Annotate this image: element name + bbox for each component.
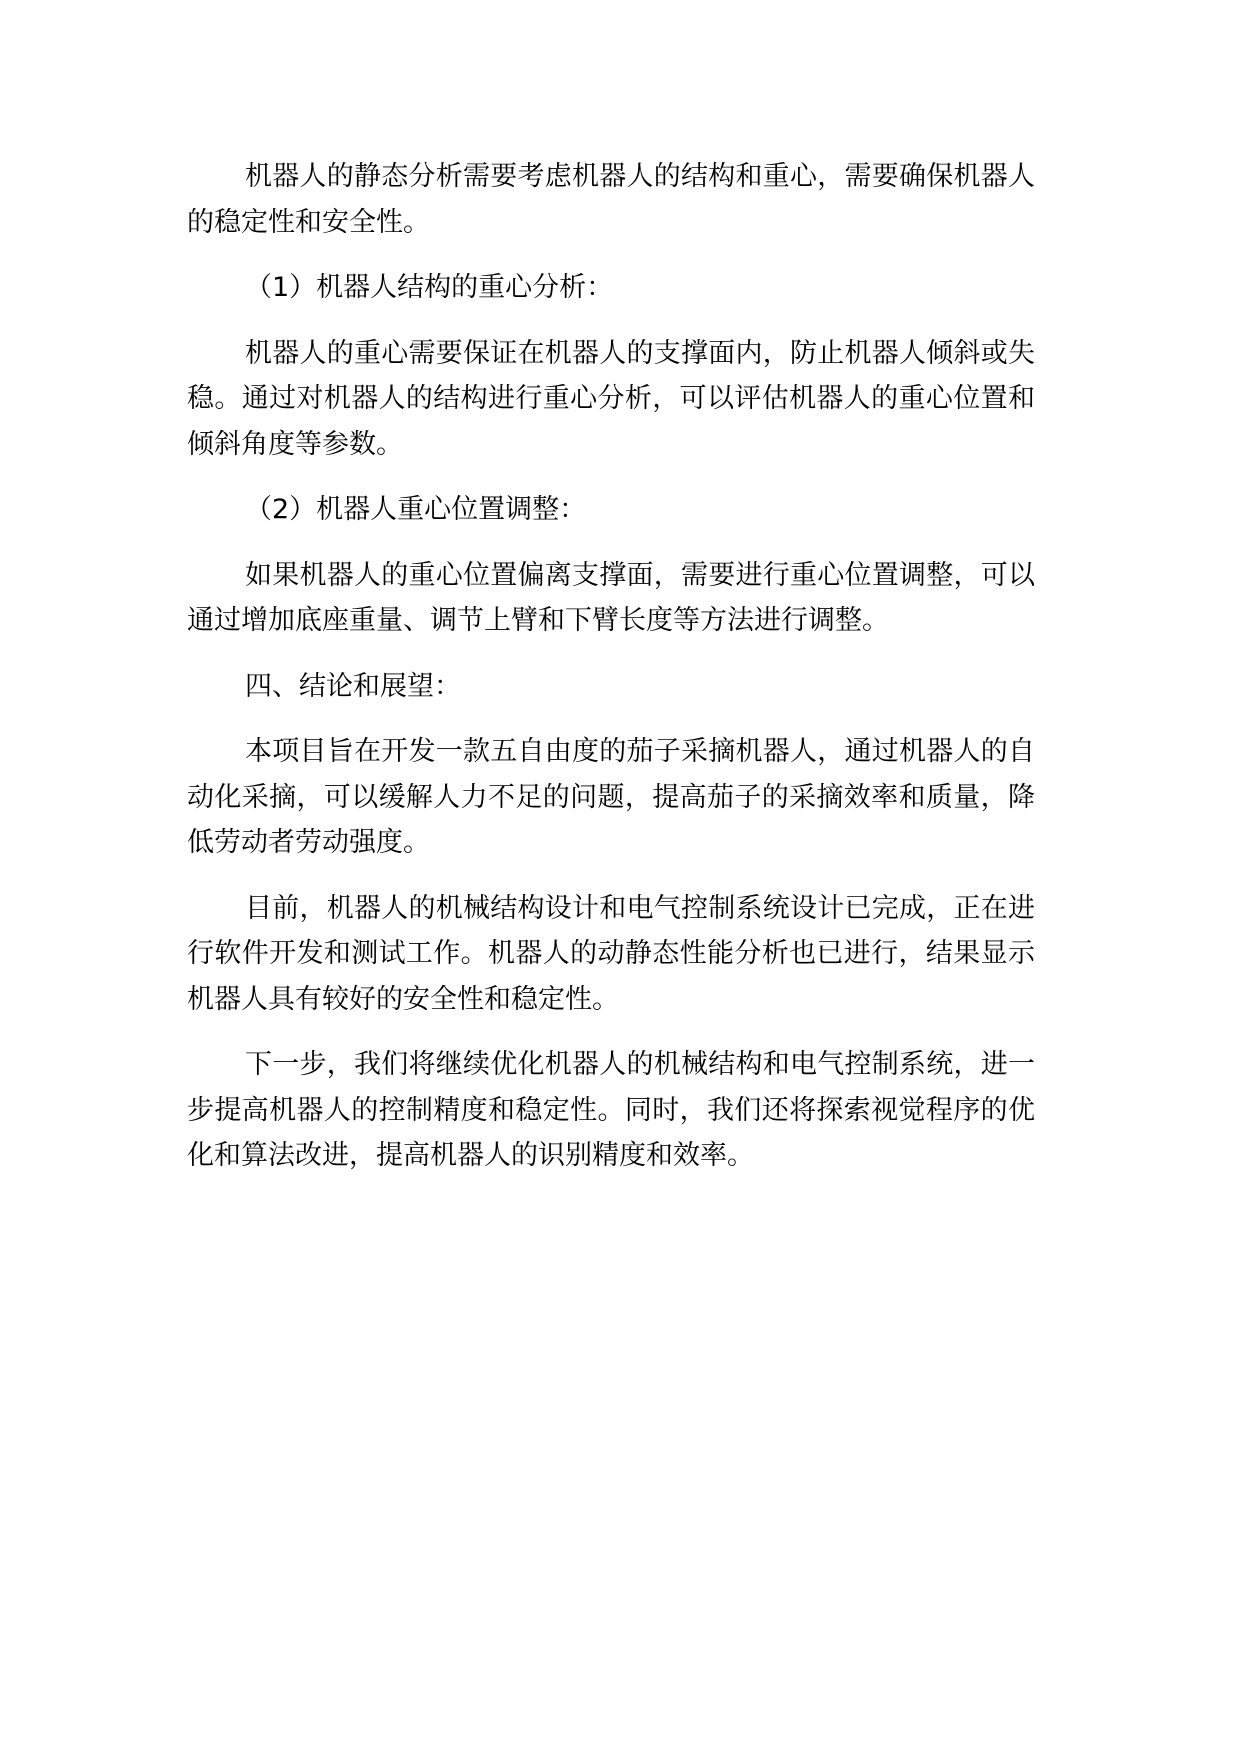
paragraph-current-progress: 目前，机器人的机械结构设计和电气控制系统设计已完成，正在进行软件开发和测试工作。机器人的动静态性能分析也已进行，结果显示机器人具有较好的安全性和稳定性。 <box>187 892 1035 1015</box>
paragraph-static-analysis-intro: 机器人的静态分析需要考虑机器人的结构和重心，需要确保机器人的稳定性和安全性。 <box>187 161 1035 238</box>
paragraph-center-of-gravity-analysis: 机器人的重心需要保证在机器人的支撑面内，防止机器人倾斜或失稳。通过对机器人的结构进行重心分析，可以评估机器人的重心位置和倾斜角度等参数。 <box>187 337 1035 460</box>
paragraph-next-steps: 下一步，我们将继续优化机器人的机械结构和电气控制系统，进一步提高机器人的控制精度和稳定性。同时，我们还将探索视觉程序的优化和算法改进，提高机器人的识别精度和效率。 <box>187 1049 1035 1171</box>
paragraph-project-goal: 本项目旨在开发一款五自由度的茄子采摘机器人，通过机器人的自动化采摘，可以缓解人力不足的问题，提高茄子的采摘效率和质量，降低劳动者劳动强度。 <box>187 736 1035 858</box>
section-heading-conclusion: 四、结论和展望： <box>245 670 461 702</box>
subheading-center-of-gravity-analysis: （1）机器人结构的重心分析： <box>245 272 614 303</box>
paragraph-center-of-gravity-adjustment: 如果机器人的重心位置偏离支撑面，需要进行重心位置调整，可以通过增加底座重量、调节上臂和下臂长度等方法进行调整。 <box>187 559 1035 636</box>
subheading-center-of-gravity-adjustment: （2）机器人重心位置调整： <box>245 494 587 525</box>
document-body <box>187 154 1035 1199</box>
